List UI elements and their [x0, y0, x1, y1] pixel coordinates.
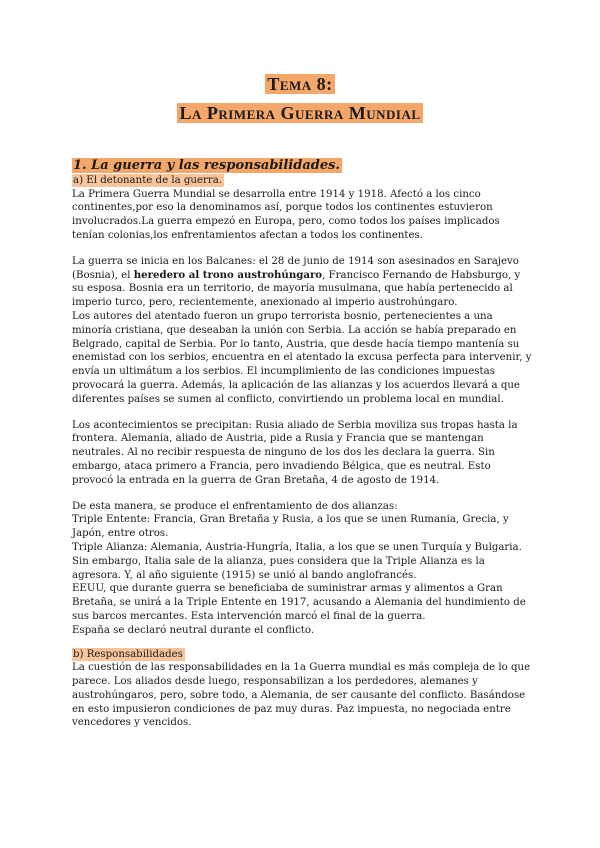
document-body [72, 152, 532, 730]
paragraph: La cuestión de las responsabilidades en la 1a Guerra mundial es más compleja de lo que parece. Los aliados desde luego, responsabilizan a los perdedores, alemanes y austrohúngaros, pero, sobre todo, a Alemania, de ser causante del conflicto. Basándose en esto impusieron condiciones de paz muy duras. Paz impuesta, no negociada entre vencedores y vencidos. [72, 662, 531, 729]
paragraph: Sin embargo, Italia sale de la alianza, pues considera que la Triple Alianza es la agresora. Y, al año siguiente (1915) se unió al bando anglofrancés. [72, 555, 485, 581]
paragraph: España se declaró neutral durante el conflicto. [72, 624, 315, 636]
paragraph: De esta manera, se produce el enfrentamiento de dos alianzas: [72, 500, 398, 512]
paragraph: Los autores del atentado fueron un grupo terrorista bosnio, pertenecientes a una minoría cristiana, que deseaban la unión con Serbia. La acción se había preparado en Belgrado, capital de Serbia. Por lo tanto, Austria, que desde hacía tiempo mantenía su enemistad con los serbios, encuentra en el atentado la excusa perfecta para intervenir, y envía un ultimátum a los serbios. El incumplimiento de las condiciones impuestas provocará la guerra. Además, la aplicación de las alianzas y los acuerdos llevará a que diferentes países se sumen al conflicto, convirtiendo un problema local en mundial. [72, 310, 532, 405]
subheading-detonante: a) El detonante de la guerra. [73, 174, 223, 186]
chapter-title: La Primera Guerra Mundial [179, 103, 421, 123]
paragraph: Los acontecimientos se precipitan: Rusia aliado de Serbia moviliza sus tropas hasta la frontera. Alemania, aliado de Austria, pide a Rusia y Francia que se mantengan neutrales. Al no recibir respuesta de ninguno de los dos les declara la guerra. Sin embargo, ataca primero a Francia, pero invadiendo Bélgica, que es neutral. Esto provocó la entrada en la guerra de Gran Bretaña, 4 de agosto de 1914. [72, 419, 518, 486]
chapter-number: Tema 8: [267, 74, 333, 94]
bold-text: heredero al trono austrohúngaro [133, 268, 323, 281]
paragraph: Triple Entente: Francia, Gran Bretaña y Rusia, a los que se unen Rumania, Grecia, y Japón, entre otros. [72, 514, 509, 540]
paragraph: La Primera Guerra Mundial se desarrolla entre 1914 y 1918. Afectó a los cinco continentes,por eso la denominamos así, porque todos los continentes estuvieron involucrados.La guerra empezó en Europa, pero, como todos los países implicados tenían colonias,los enfrentamientos afectan a todos los continentes. [72, 188, 500, 241]
title-block [0, 74, 600, 132]
paragraph: EEUU, que durante guerra se beneficiaba de suministrar armas y alimentos a Gran Bretaña, se unirá a la Triple Entente en 1917, acusando a Alemania del hundimiento de sus barcos mercantes. Esta intervención marcó el final de la guerra. [72, 583, 526, 622]
section-heading: 1. La guerra y las responsabilidades. [73, 158, 340, 173]
paragraph: Triple Alianza: Alemania, Austria-Hungría, Italia, a los que se unen Turquía y Bulgaria. [72, 541, 522, 553]
subheading-responsabilidades: b) Responsabilidades [73, 648, 183, 660]
paragraph: La guerra se inicia en los Balcanes: el 28 de junio de 1914 son asesinados en Sarajevo (Bosnia), el heredero al trono austrohúngaro, Francisco Fernando de Habsburgo, y su esposa. Bosnia era un territorio, de mayoría musulmana, que había pertenecido al imperio turco, pero, recientemente, anexionado al imperio austrohúngaro. [72, 255, 521, 309]
